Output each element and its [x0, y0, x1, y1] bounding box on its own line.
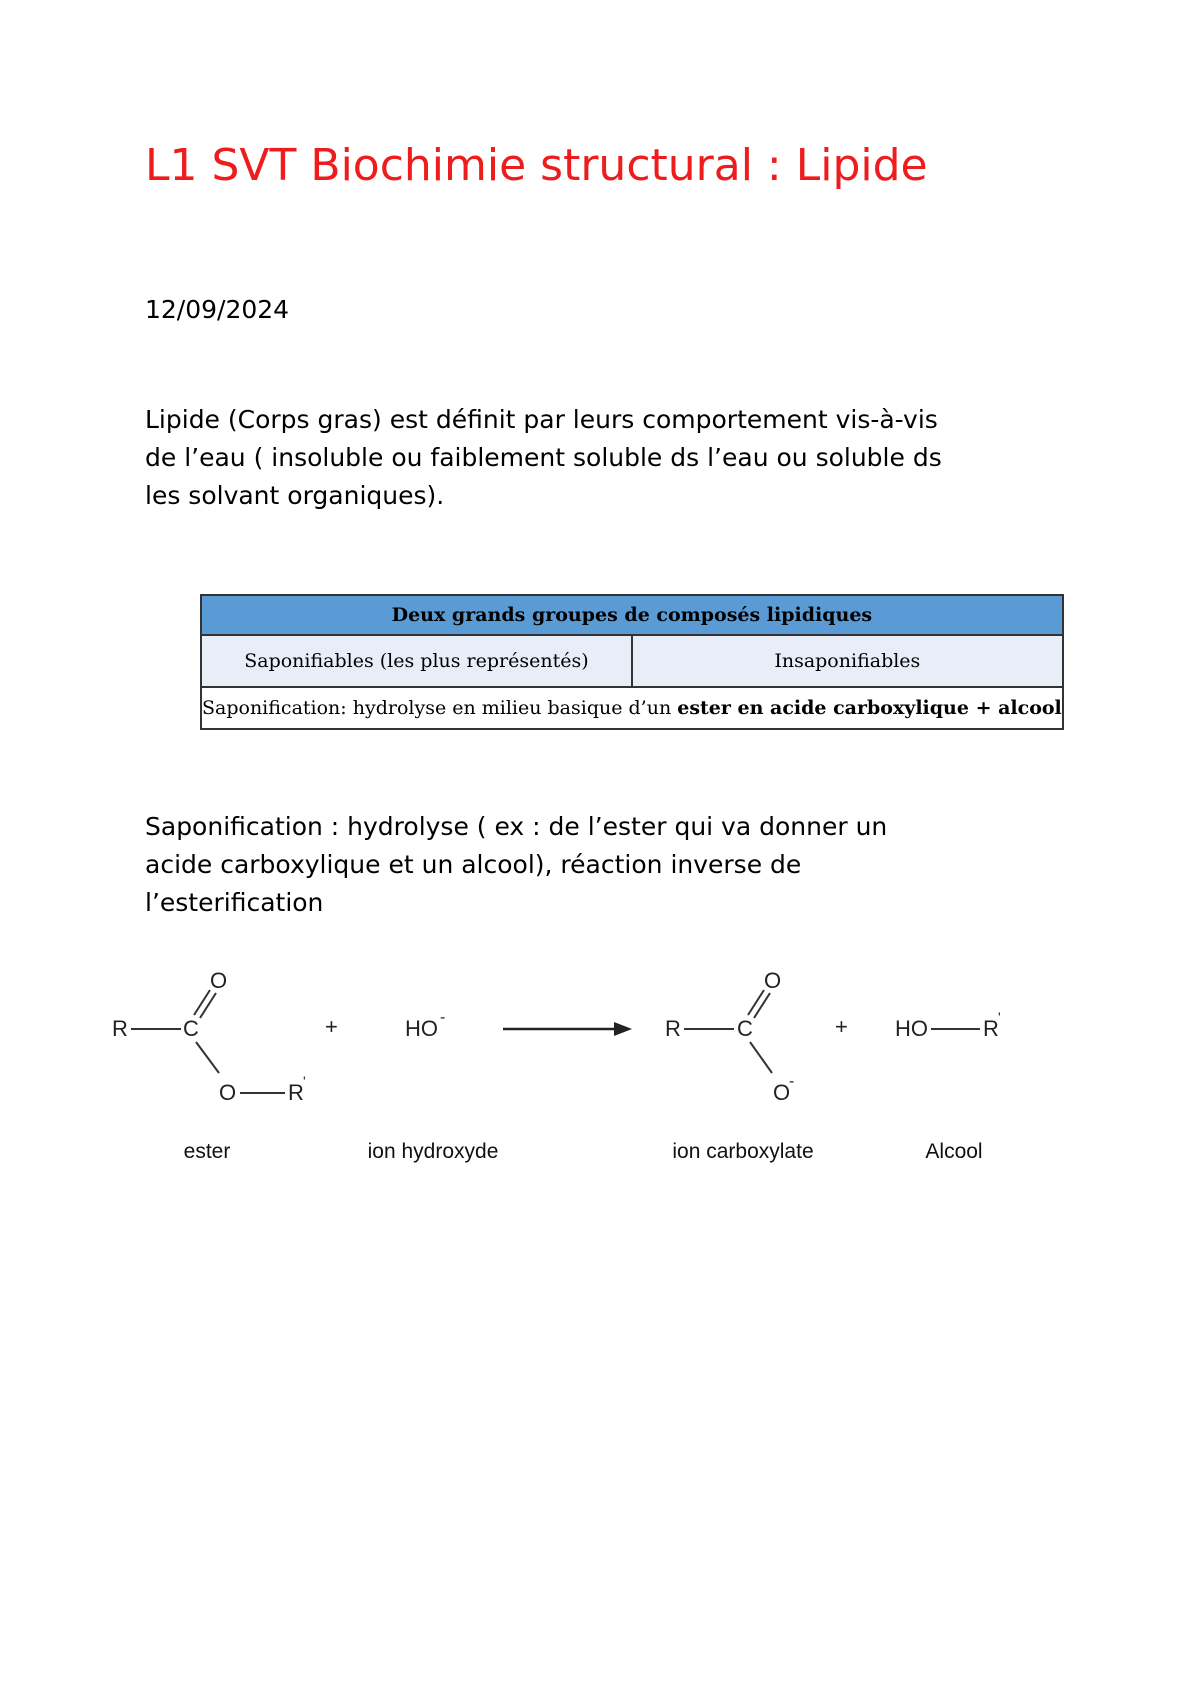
atom-o: O [210, 968, 228, 993]
double-bond-b [200, 993, 216, 1018]
double-bond-a [194, 990, 210, 1015]
bond-c-o [196, 1042, 219, 1073]
table-cell-saponifiables: Saponifiables (les plus représentés) [201, 635, 632, 687]
plus-sign: + [325, 1014, 338, 1039]
atom-r-prime: R [288, 1080, 304, 1105]
saponification-reaction-diagram [0, 960, 1200, 1180]
intro-line: de l’eau ( insoluble ou faiblement soluble ds l’eau ou soluble ds [145, 443, 942, 472]
atom-o: O [764, 968, 782, 993]
label-carboxylate: ion carboxylate [672, 1140, 814, 1163]
table-definition-row [201, 687, 1063, 729]
atom-r: R [665, 1016, 681, 1041]
saponification-line: Saponification : hydrolyse ( ex : de l’ester qui va donner un [145, 812, 888, 841]
label-hydroxide: ion hydroxyde [367, 1140, 499, 1163]
lipid-groups-table [200, 594, 1064, 730]
page-title: L1 SVT Biochimie structural : Lipide [145, 140, 928, 191]
definition-bold: ester en acide carboxylique + alcool [677, 697, 1062, 719]
table-cell-insaponifiables: Insaponifiables [632, 635, 1063, 687]
intro-line: les solvant organiques). [145, 481, 445, 510]
atom-r-prime: R [983, 1016, 999, 1041]
atom-o: O [219, 1080, 237, 1105]
atom-c: C [183, 1016, 199, 1041]
ester-structure [112, 968, 306, 1105]
atom-o: O [773, 1080, 791, 1105]
prime-mark: ' [303, 1073, 306, 1089]
label-alcohol: Alcool [925, 1140, 983, 1163]
bond-c-o [750, 1042, 772, 1073]
atom-ho: HO [895, 1016, 928, 1041]
label-ester: ester [183, 1140, 231, 1163]
date: 12/09/2024 [145, 295, 290, 324]
intro-line: Lipide (Corps gras) est définit par leurs comportement vis-à-vis [145, 405, 938, 434]
plus-sign: + [835, 1014, 848, 1039]
saponification-line: acide carboxylique et un alcool), réaction inverse de [145, 850, 802, 879]
reaction-arrow [503, 1022, 632, 1036]
alcohol-structure [895, 1009, 1001, 1041]
double-bond-a [748, 990, 764, 1015]
atom-ho: HO [405, 1016, 438, 1041]
saponification-line: l’esterification [145, 888, 324, 917]
atom-c: C [737, 1016, 753, 1041]
minus-charge: - [440, 1009, 446, 1026]
definition-plain: Saponification: hydrolyse en milieu basique d’un [202, 697, 678, 719]
double-bond-b [754, 993, 770, 1018]
arrow-head [614, 1022, 632, 1036]
hydroxide-structure [405, 1009, 445, 1041]
atom-r: R [112, 1016, 128, 1041]
prime-mark: ' [998, 1009, 1001, 1025]
saponification-paragraph [145, 808, 1065, 922]
intro-paragraph [145, 401, 1065, 515]
carboxylate-structure [665, 968, 794, 1105]
table-header: Deux grands groupes de composés lipidiques [201, 595, 1063, 635]
minus-charge: - [789, 1073, 795, 1090]
